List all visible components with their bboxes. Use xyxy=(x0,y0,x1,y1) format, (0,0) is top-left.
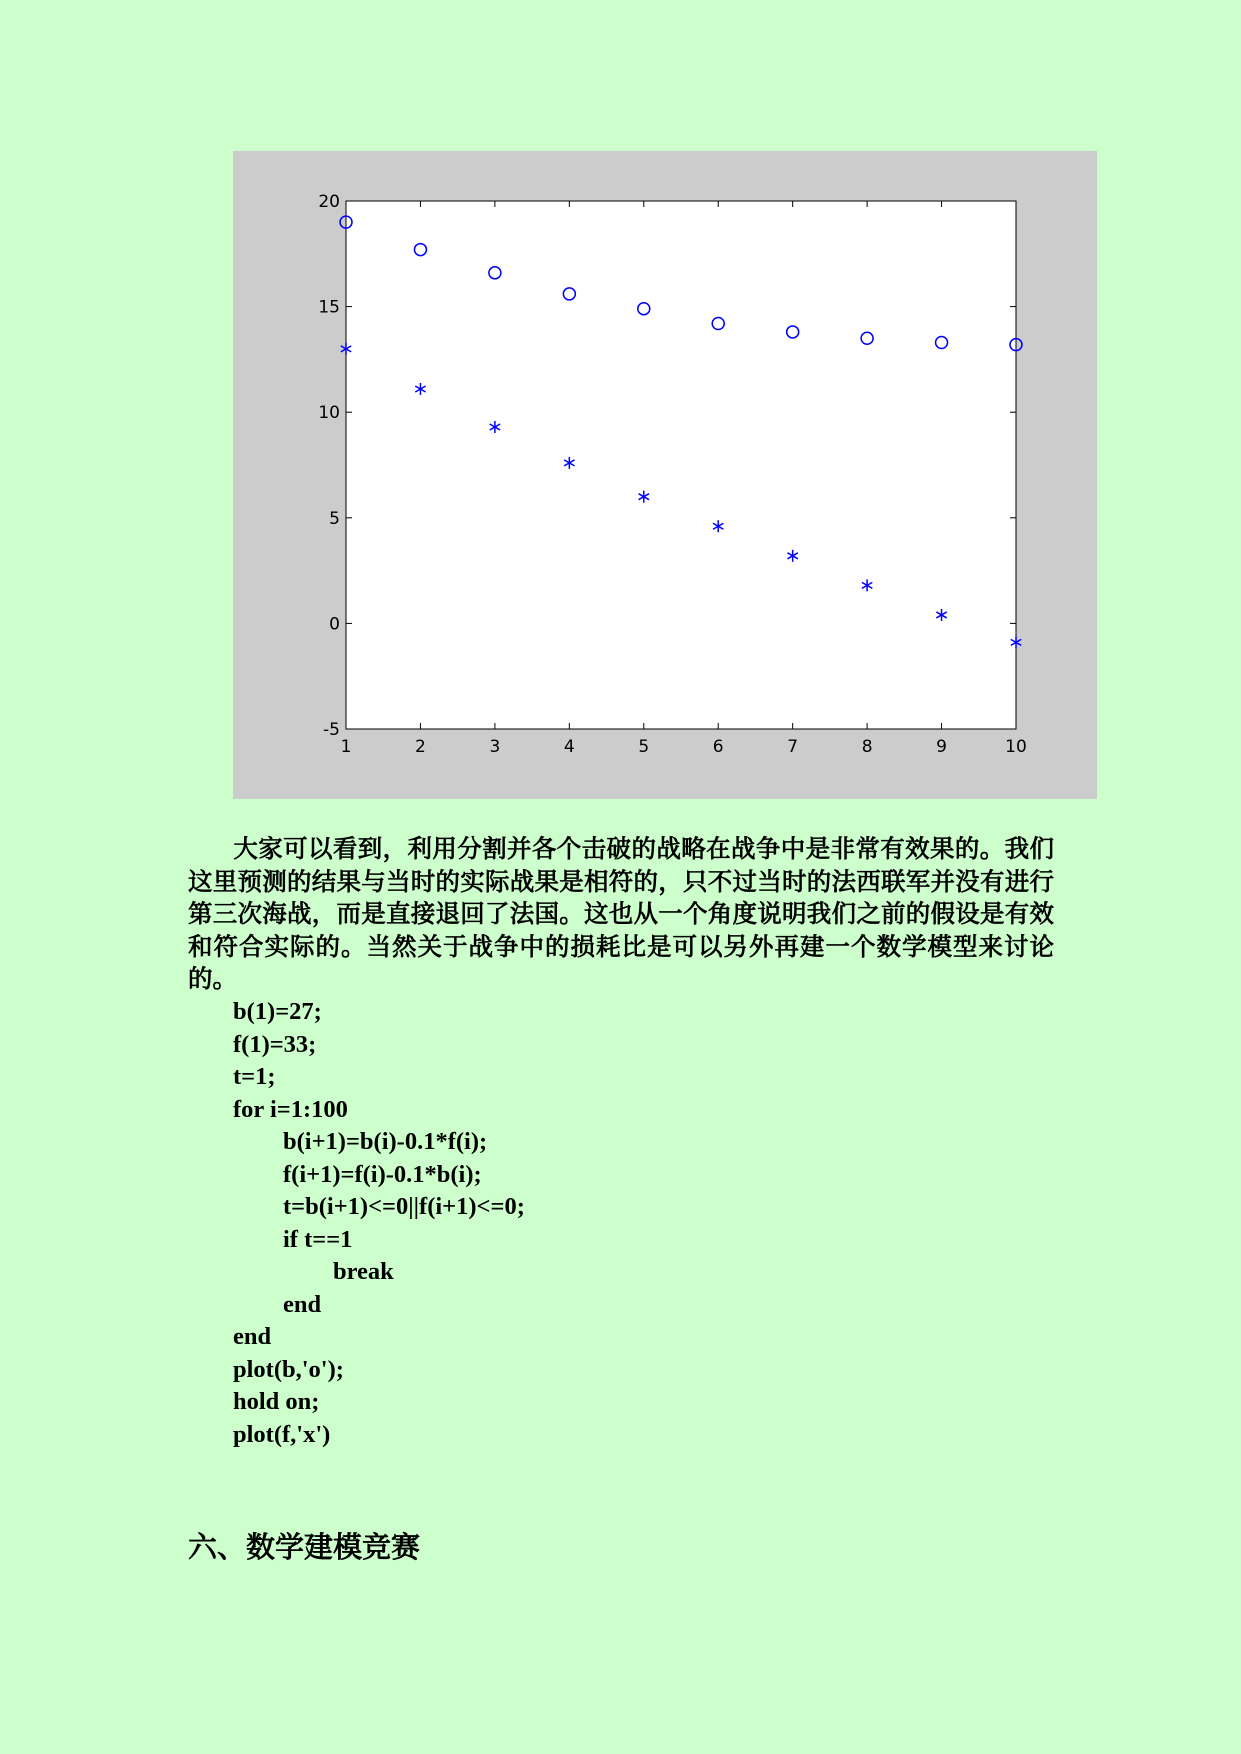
x-tick-label: 10 xyxy=(1005,737,1027,757)
matlab-figure xyxy=(233,151,1097,799)
code-line: if t==1 xyxy=(283,1225,353,1253)
code-line: b(1)=27; xyxy=(233,998,322,1025)
x-tick-label: 1 xyxy=(340,737,352,757)
code-line: break xyxy=(333,1258,394,1285)
code-listing xyxy=(233,996,525,1451)
x-tick-label: 9 xyxy=(936,737,947,757)
y-tick-label: 0 xyxy=(329,614,340,635)
code-line: plot(f,'x') xyxy=(233,1420,331,1448)
code-line: for i=1:100 xyxy=(233,1095,348,1123)
x-tick-label: 3 xyxy=(489,737,501,757)
code-line: t=b(i+1)<=0||f(i+1)<=0; xyxy=(283,1193,525,1220)
y-tick-label: 10 xyxy=(318,403,340,424)
code-line: plot(b,'o'); xyxy=(233,1355,344,1383)
section-heading: 六、数学建模竞赛 xyxy=(188,1530,421,1564)
code-line: f(1)=33; xyxy=(233,1030,317,1058)
x-tick-label: 7 xyxy=(787,737,799,757)
code-line: end xyxy=(233,1323,272,1350)
x-tick-label: 2 xyxy=(415,737,426,757)
scatter-plot xyxy=(233,151,1097,799)
y-tick-label: -5 xyxy=(323,720,340,740)
code-line: end xyxy=(283,1290,322,1318)
y-tick-label: 5 xyxy=(329,508,340,529)
code-line: t=1; xyxy=(233,1063,276,1090)
plot-area xyxy=(346,201,1016,729)
paragraph-text: 大家可以看到，利用分割并各个击破的战略在战争中是非常有效果的。我们这里预测的结果与当时的实际战果是相符的，只不过当时的法西联军并没有进行第三次海战，而是直接退回了法国。这也从一个角度说明我们之前的假设是有效和符合实际的。当然关于战争中的损耗比是可以另外再建一个数学模型来讨论的。 xyxy=(188,834,1054,993)
x-tick-label: 8 xyxy=(861,737,873,757)
x-tick-label: 4 xyxy=(563,737,575,757)
y-tick-label: 20 xyxy=(318,192,340,212)
x-tick-label: 5 xyxy=(638,737,650,757)
body-paragraph xyxy=(188,833,1054,996)
y-tick-label: 15 xyxy=(318,297,340,318)
code-line: f(i+1)=f(i)-0.1*b(i); xyxy=(283,1160,482,1188)
code-line: hold on; xyxy=(233,1388,320,1415)
code-line: b(i+1)=b(i)-0.1*f(i); xyxy=(283,1128,488,1155)
x-tick-label: 6 xyxy=(712,737,724,757)
